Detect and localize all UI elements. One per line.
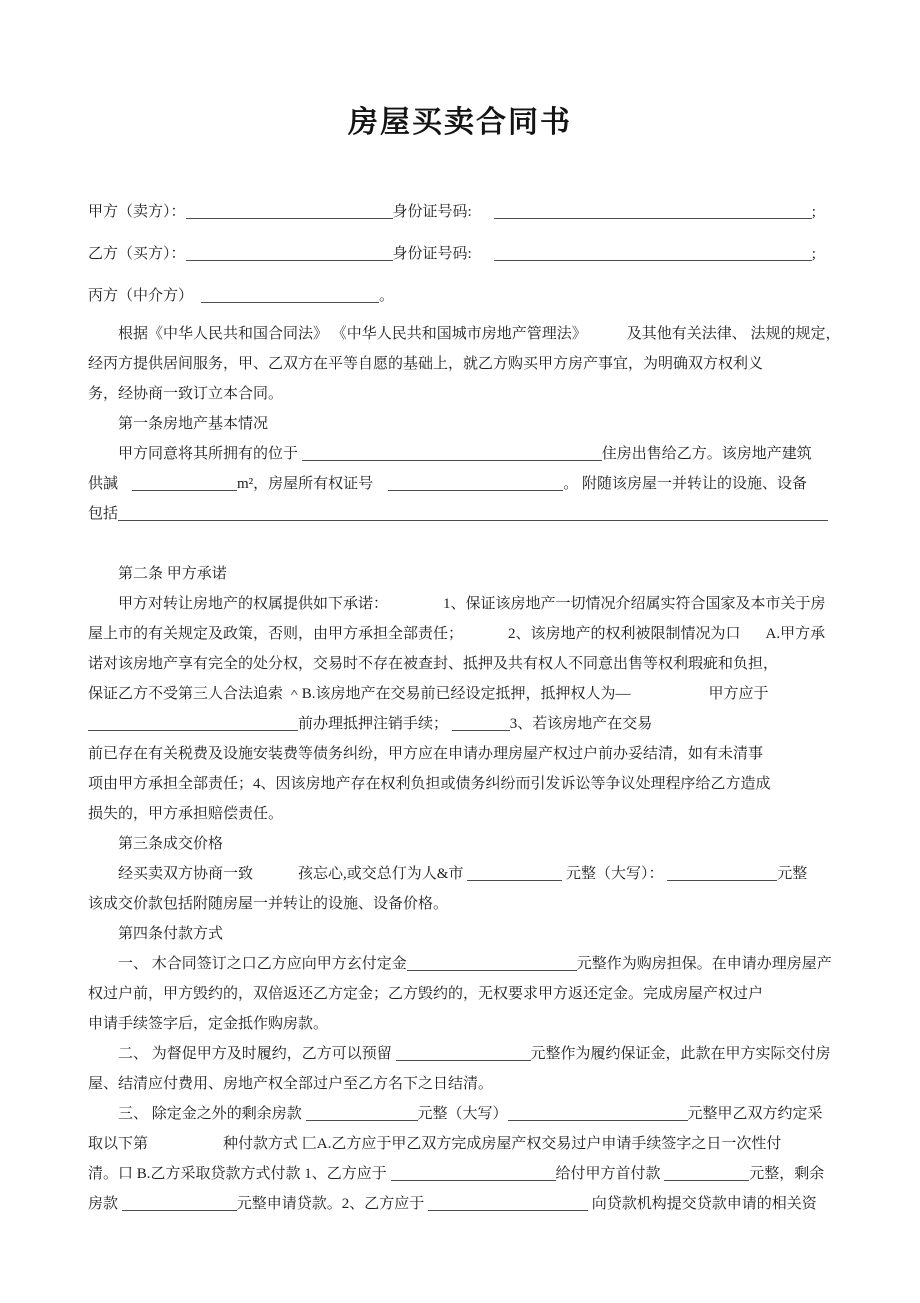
text-run: 向贷款机构提交贷款申请的相关资 bbox=[588, 1196, 817, 1212]
text-run: 经丙方提供居间服务，甲、乙双方在平等自愿的基础上，就乙方购买甲方房产事宜，为明确双方权利义 bbox=[88, 356, 764, 372]
space-gap bbox=[631, 697, 709, 698]
text-line bbox=[88, 1159, 832, 1189]
text-line bbox=[88, 439, 832, 469]
text-line bbox=[88, 769, 832, 799]
parties-block bbox=[88, 191, 832, 317]
text-run: 种付款方式 匚A.乙方应于甲乙双方完成房屋产权交易过户申请手续签字之日一次性付 bbox=[223, 1136, 782, 1152]
space-gap bbox=[388, 607, 443, 608]
blank-underline bbox=[132, 474, 237, 491]
text-line bbox=[88, 529, 832, 559]
blank-underline bbox=[494, 202, 812, 219]
space-gap bbox=[253, 877, 298, 878]
text-run: 元整作为购房担保。在申请办理房屋产 bbox=[576, 956, 832, 972]
space-gap bbox=[118, 487, 132, 488]
text-run: 包括 bbox=[88, 506, 119, 522]
text-line bbox=[88, 1129, 832, 1159]
text-run: 3、若该房地产在交易 bbox=[509, 716, 653, 732]
text-run: A.甲方承 bbox=[765, 626, 826, 642]
text-run: 及其他有关法律、 法规的规定， bbox=[626, 326, 841, 342]
blank-underline bbox=[391, 1164, 556, 1181]
space-gap bbox=[463, 637, 508, 638]
blank-underline bbox=[494, 244, 812, 261]
text-run: 该成交价款包括附随房屋一并转让的设施、设备价格。 bbox=[88, 896, 449, 912]
text-run: 权过户前，甲方毁约的，双倍返还乙方定金；乙方毁约的，无权要求甲方返还定金。完成房屋产权过户 bbox=[88, 986, 764, 1002]
text-run: 元整申请贷款。2、乙方应于 bbox=[236, 1196, 429, 1212]
text-run: 第三条成交价格 bbox=[118, 836, 224, 852]
text-run: 第四条付款方式 bbox=[118, 926, 224, 942]
text-run: 乙方（买方）： bbox=[88, 246, 186, 262]
text-line bbox=[88, 889, 832, 919]
blank-underline bbox=[186, 202, 393, 219]
blank-underline bbox=[664, 1164, 749, 1181]
text-run: 甲方对转让房地产的权属提供如下承诺： bbox=[118, 596, 389, 612]
text-line bbox=[88, 1039, 832, 1069]
text-run: 元整，剩余 bbox=[749, 1166, 825, 1182]
space-gap bbox=[741, 637, 766, 638]
text-run: 2、该房地产的权利被限制情况为口 bbox=[508, 626, 741, 642]
space-gap bbox=[193, 299, 201, 300]
text-line bbox=[88, 979, 832, 1009]
text-line bbox=[88, 709, 832, 739]
text-run: 住房出售给乙方。该房地产建筑 bbox=[601, 446, 812, 462]
blank-underline bbox=[467, 864, 562, 881]
text-line bbox=[88, 919, 832, 949]
blank-underline bbox=[407, 954, 577, 971]
text-run: 一、 木合同签订之口乙方应向甲方玄付定金 bbox=[118, 956, 407, 972]
blank-underline bbox=[186, 244, 393, 261]
blank-underline bbox=[201, 286, 379, 303]
text-run: 屋、结清应付费用、房地产权全部过户至乙方名下之日结清。 bbox=[88, 1076, 494, 1092]
text-run: 第一条房地产基本情况 bbox=[118, 416, 269, 432]
text-run: 经买卖双方协商一致 bbox=[118, 866, 254, 882]
text-line bbox=[88, 859, 832, 889]
text-line bbox=[88, 949, 832, 979]
text-run: 供諴 bbox=[88, 476, 119, 492]
text-run: 。 附随该房屋一并转让的设施、设备 bbox=[563, 476, 807, 492]
text-line bbox=[88, 319, 841, 349]
text-run: 元整作为履约保证金，此款在甲方实际交付房 bbox=[530, 1046, 831, 1062]
text-run: 1、保证该房地产一切情况介绍属实符合国家及本市关于房 bbox=[443, 596, 826, 612]
text-line bbox=[88, 559, 832, 589]
blank-underline bbox=[118, 504, 828, 521]
blank-underline bbox=[396, 1044, 531, 1061]
space-gap bbox=[472, 257, 494, 258]
space-gap bbox=[587, 337, 627, 338]
text-run: 给付甲方首付款 bbox=[555, 1166, 665, 1182]
text-run: 身份证号码: bbox=[392, 246, 472, 262]
text-line bbox=[88, 1069, 832, 1099]
blank-underline bbox=[88, 714, 298, 731]
blank-underline bbox=[302, 444, 602, 461]
space-gap bbox=[472, 215, 494, 216]
text-run: 甲方同意将其所拥有的位于 bbox=[118, 446, 302, 462]
text-run: m²，房屋所有权证号 bbox=[237, 476, 374, 492]
text-line bbox=[88, 799, 832, 829]
text-line bbox=[88, 739, 832, 769]
blank-underline bbox=[667, 864, 777, 881]
page-title: 房屋买卖合同书 bbox=[348, 106, 572, 139]
text-run: 二、 为督促甲方及时履约，乙方可以预留 bbox=[118, 1046, 396, 1062]
text-line bbox=[88, 1189, 832, 1219]
text-line bbox=[88, 409, 832, 439]
text-line bbox=[88, 233, 832, 275]
text-line bbox=[88, 649, 832, 679]
text-run: 丙方（中介方） bbox=[88, 288, 194, 304]
text-run: 诺对该房地产享有完全的处分权，交易时不存在被查封、抵押及共有权人不同意出售等权利瑕疵和负担， bbox=[88, 656, 779, 672]
text-run: 甲方（卖方）： bbox=[88, 204, 186, 220]
text-run: 元整 bbox=[777, 866, 808, 882]
text-run: 元整（大写）： bbox=[562, 866, 668, 882]
blank-underline bbox=[428, 1194, 588, 1211]
text-run: 损失的，甲方承担赔偿责任。 bbox=[88, 806, 284, 822]
text-run: 取以下第 bbox=[88, 1136, 149, 1152]
text-run: 房款 bbox=[88, 1196, 122, 1212]
text-line bbox=[88, 589, 832, 619]
text-run: 清。口 B.乙方采取贷款方式付款 1、乙方应于 bbox=[88, 1166, 391, 1182]
text-run: 保证乙方不受第三人合法追索 ＾B.该房地产在交易前已经设定抵押，抵押权人为— bbox=[88, 686, 631, 702]
space-gap bbox=[148, 1147, 223, 1148]
blank-underline bbox=[306, 1104, 418, 1121]
text-run: 元整甲乙双方约定采 bbox=[687, 1106, 823, 1122]
text-line bbox=[88, 619, 832, 649]
text-run: 第二条 甲方承诺 bbox=[118, 566, 227, 582]
text-run: 身份证号码: bbox=[392, 204, 472, 220]
text-run: ; bbox=[811, 246, 816, 262]
blank-underline bbox=[452, 714, 510, 731]
text-line bbox=[88, 679, 832, 709]
blank-underline bbox=[122, 1194, 237, 1211]
text-run: 根据《中华人民共和国合同法》 《中华人民共和国城市房地产管理法》 bbox=[118, 326, 587, 342]
text-run: 前已存在有关税费及设施安装费等债务纠纷，甲方应在申请办理房屋产权过户前办妥结清，如有未清事 bbox=[88, 746, 764, 762]
text-line bbox=[88, 469, 832, 499]
text-run: 甲方应于 bbox=[708, 686, 769, 702]
text-run: 屋上市的有关规定及政策，否则，由甲方承担全部责任； bbox=[88, 626, 464, 642]
space-gap bbox=[373, 487, 388, 488]
text-line bbox=[88, 1099, 832, 1129]
text-run: 务，经协商一致订立本合同。 bbox=[88, 386, 284, 402]
text-line bbox=[88, 379, 832, 409]
text-run: 申请手续签字后，定金抵作购房款。 bbox=[88, 1016, 329, 1032]
text-run: 孩忘心,或交总仃为人&市 bbox=[298, 866, 468, 882]
text-run: 。 bbox=[379, 288, 395, 304]
text-line bbox=[88, 349, 832, 379]
text-run: 元整（大写） bbox=[417, 1106, 508, 1122]
text-line bbox=[88, 275, 832, 317]
text-line bbox=[88, 499, 832, 529]
blank-underline bbox=[388, 474, 563, 491]
text-run: 项由甲方承担全部责任；4、因该房地产存在权利负担或债务纠纷而引发诉讼等争议处理程序给乙方造成 bbox=[88, 776, 771, 792]
text-line bbox=[88, 1009, 832, 1039]
text-run: ; bbox=[811, 204, 816, 220]
contract-body bbox=[88, 319, 841, 1219]
text-run: 前办理抵押注销手续； bbox=[298, 716, 452, 732]
text-line bbox=[88, 829, 832, 859]
text-line bbox=[88, 191, 832, 233]
text-run: 三、 除定金之外的剩余房款 bbox=[118, 1106, 306, 1122]
blank-underline bbox=[508, 1104, 688, 1121]
